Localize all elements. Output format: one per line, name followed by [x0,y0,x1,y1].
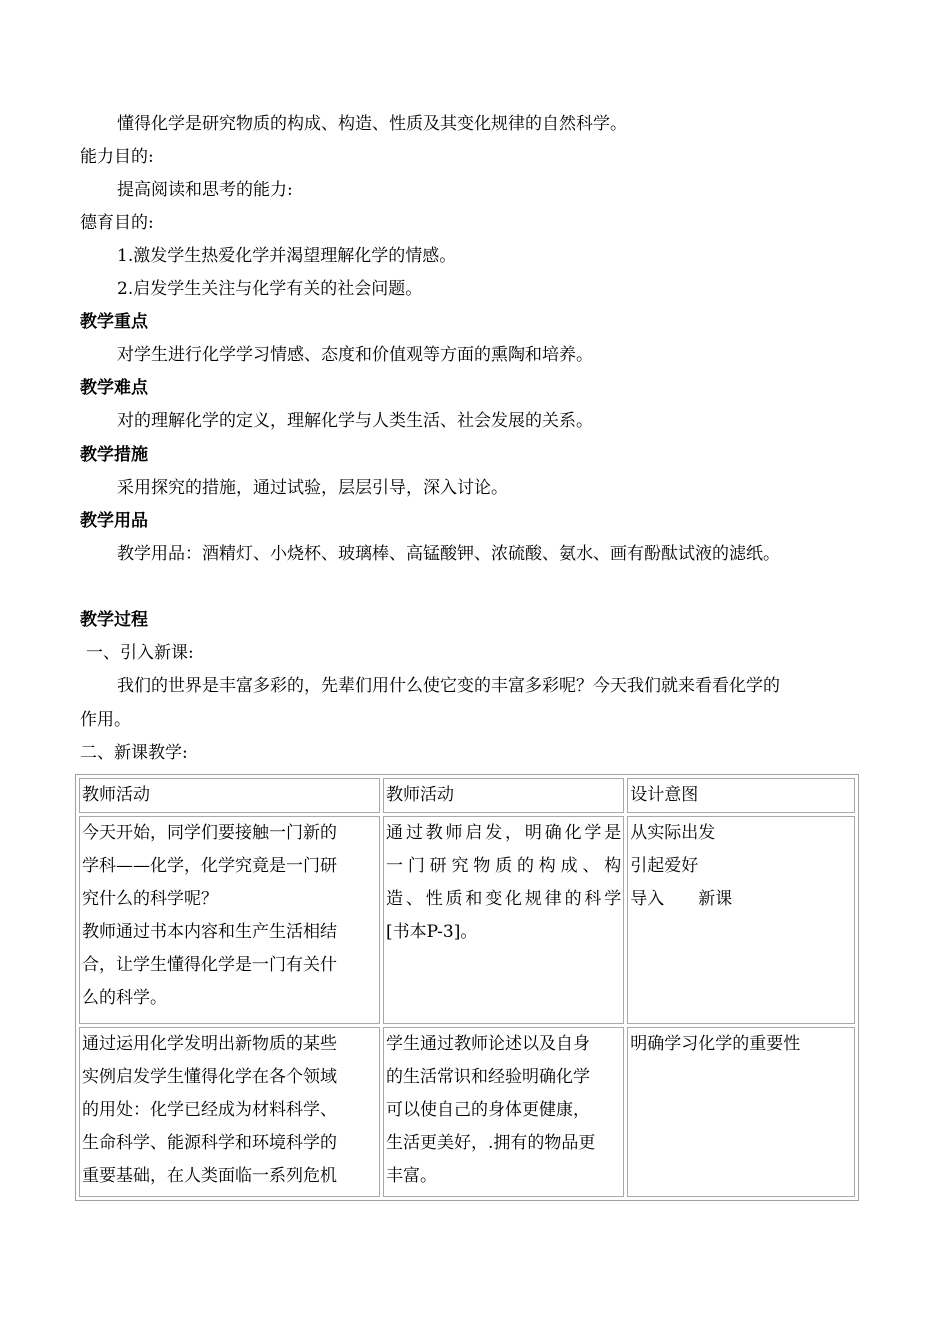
cell-line: 引起爱好 [630,856,699,876]
cell-line: 造、性质和变化规律的科学 [386,889,622,909]
table-row [79,1027,855,1197]
cell-line: 实例启发学生懂得化学在各个领域 [82,1067,337,1087]
measures-text: 采用探究的措施，通过试验，层层引导，深入讨论。 [117,478,508,498]
table-header-cell: 教师活动 [383,778,624,813]
cell-line: 学生通过教师论述以及自身 [386,1034,591,1054]
cell-line: 从实际出发 [630,823,716,843]
cell-line: 的用处：化学已经成为材料科学、 [82,1100,337,1120]
cell-line: 导入 新课 [630,889,733,909]
cell-line: 丰富。 [386,1166,438,1186]
process-step-2: 二、新课教学: [80,743,188,763]
cell-line: 么的科学。 [82,988,167,1008]
cell-line: 今天开始，同学们要接触一门新的 [82,823,337,843]
cell-line: 通过教师启发，明确化学是 [386,823,622,843]
table-header-cell: 设计意图 [627,778,855,813]
table-cell-student [383,816,624,1024]
measures-heading: 教学措施 [80,445,148,465]
cell-line: 一门研究物质的构成、构 [386,856,622,876]
cell-line: 明确学习化学的重要性 [630,1034,801,1054]
ability-item: 提高阅读和思考的能力: [117,180,293,200]
cell-line: [书本P-3]。 [386,922,478,942]
moral-heading: 德育目的: [80,213,154,233]
moral-item-1: 1.激发学生热爱化学并渴望理解化学的情感。 [117,246,457,266]
process-step-1-text-b: 作用。 [80,710,131,730]
table-header-cell: 教师活动 [79,778,380,813]
cell-line: 通过运用化学发明出新物质的某些 [82,1034,337,1054]
cell-line: 究什么的科学呢？ [82,889,218,909]
process-heading: 教学过程 [80,610,148,630]
cell-line: 合，让学生懂得化学是一门有关什 [82,955,337,975]
key-points-heading: 教学重点 [80,312,148,332]
intro-line: 懂得化学是研究物质的构成、构造、性质及其变化规律的自然科学。 [117,114,627,134]
difficulties-heading: 教学难点 [80,378,148,398]
difficulties-text: 对的理解化学的定义，理解化学与人类生活、社会发展的关系。 [117,411,593,431]
key-points-text: 对学生进行化学学习情感、态度和价值观等方面的熏陶和培养。 [117,345,593,365]
moral-item-2: 2.启发学生关注与化学有关的社会问题。 [117,279,423,299]
cell-line: 教师通过书本内容和生产生活相结 [82,922,337,942]
table-cell-teacher [79,816,380,1024]
table-cell-intent [627,1027,855,1197]
materials-heading: 教学用品 [80,511,148,531]
process-step-1: 一、引入新课: [86,643,194,663]
cell-line: 重要基础，在人类面临一系列危机 [82,1166,337,1186]
table-cell-intent [627,816,855,1024]
table-cell-student [383,1027,624,1197]
table-cell-teacher [79,1027,380,1197]
ability-heading: 能力目的: [80,147,154,167]
cell-line: 生命科学、能源科学和环境科学的 [82,1133,337,1153]
materials-text: 教学用品：酒精灯、小烧杯、玻璃棒、高锰酸钾、浓硫酸、氨水、画有酚酞试液的滤纸。 [117,544,780,564]
table-header-row [79,778,855,813]
cell-line: 的生活常识和经验明确化学 [386,1067,591,1087]
lesson-table [75,774,859,1201]
process-step-1-text-a: 我们的世界是丰富多彩的，先辈们用什么使它变的丰富多彩呢？今天我们就来看看化学的 [117,676,780,696]
cell-line: 可以使自己的身体更健康， [386,1100,591,1120]
cell-line: 学科——化学，化学究竟是一门研 [82,856,337,876]
table-row [79,816,855,1024]
cell-line: 生活更美好，.拥有的物品更 [386,1133,596,1153]
